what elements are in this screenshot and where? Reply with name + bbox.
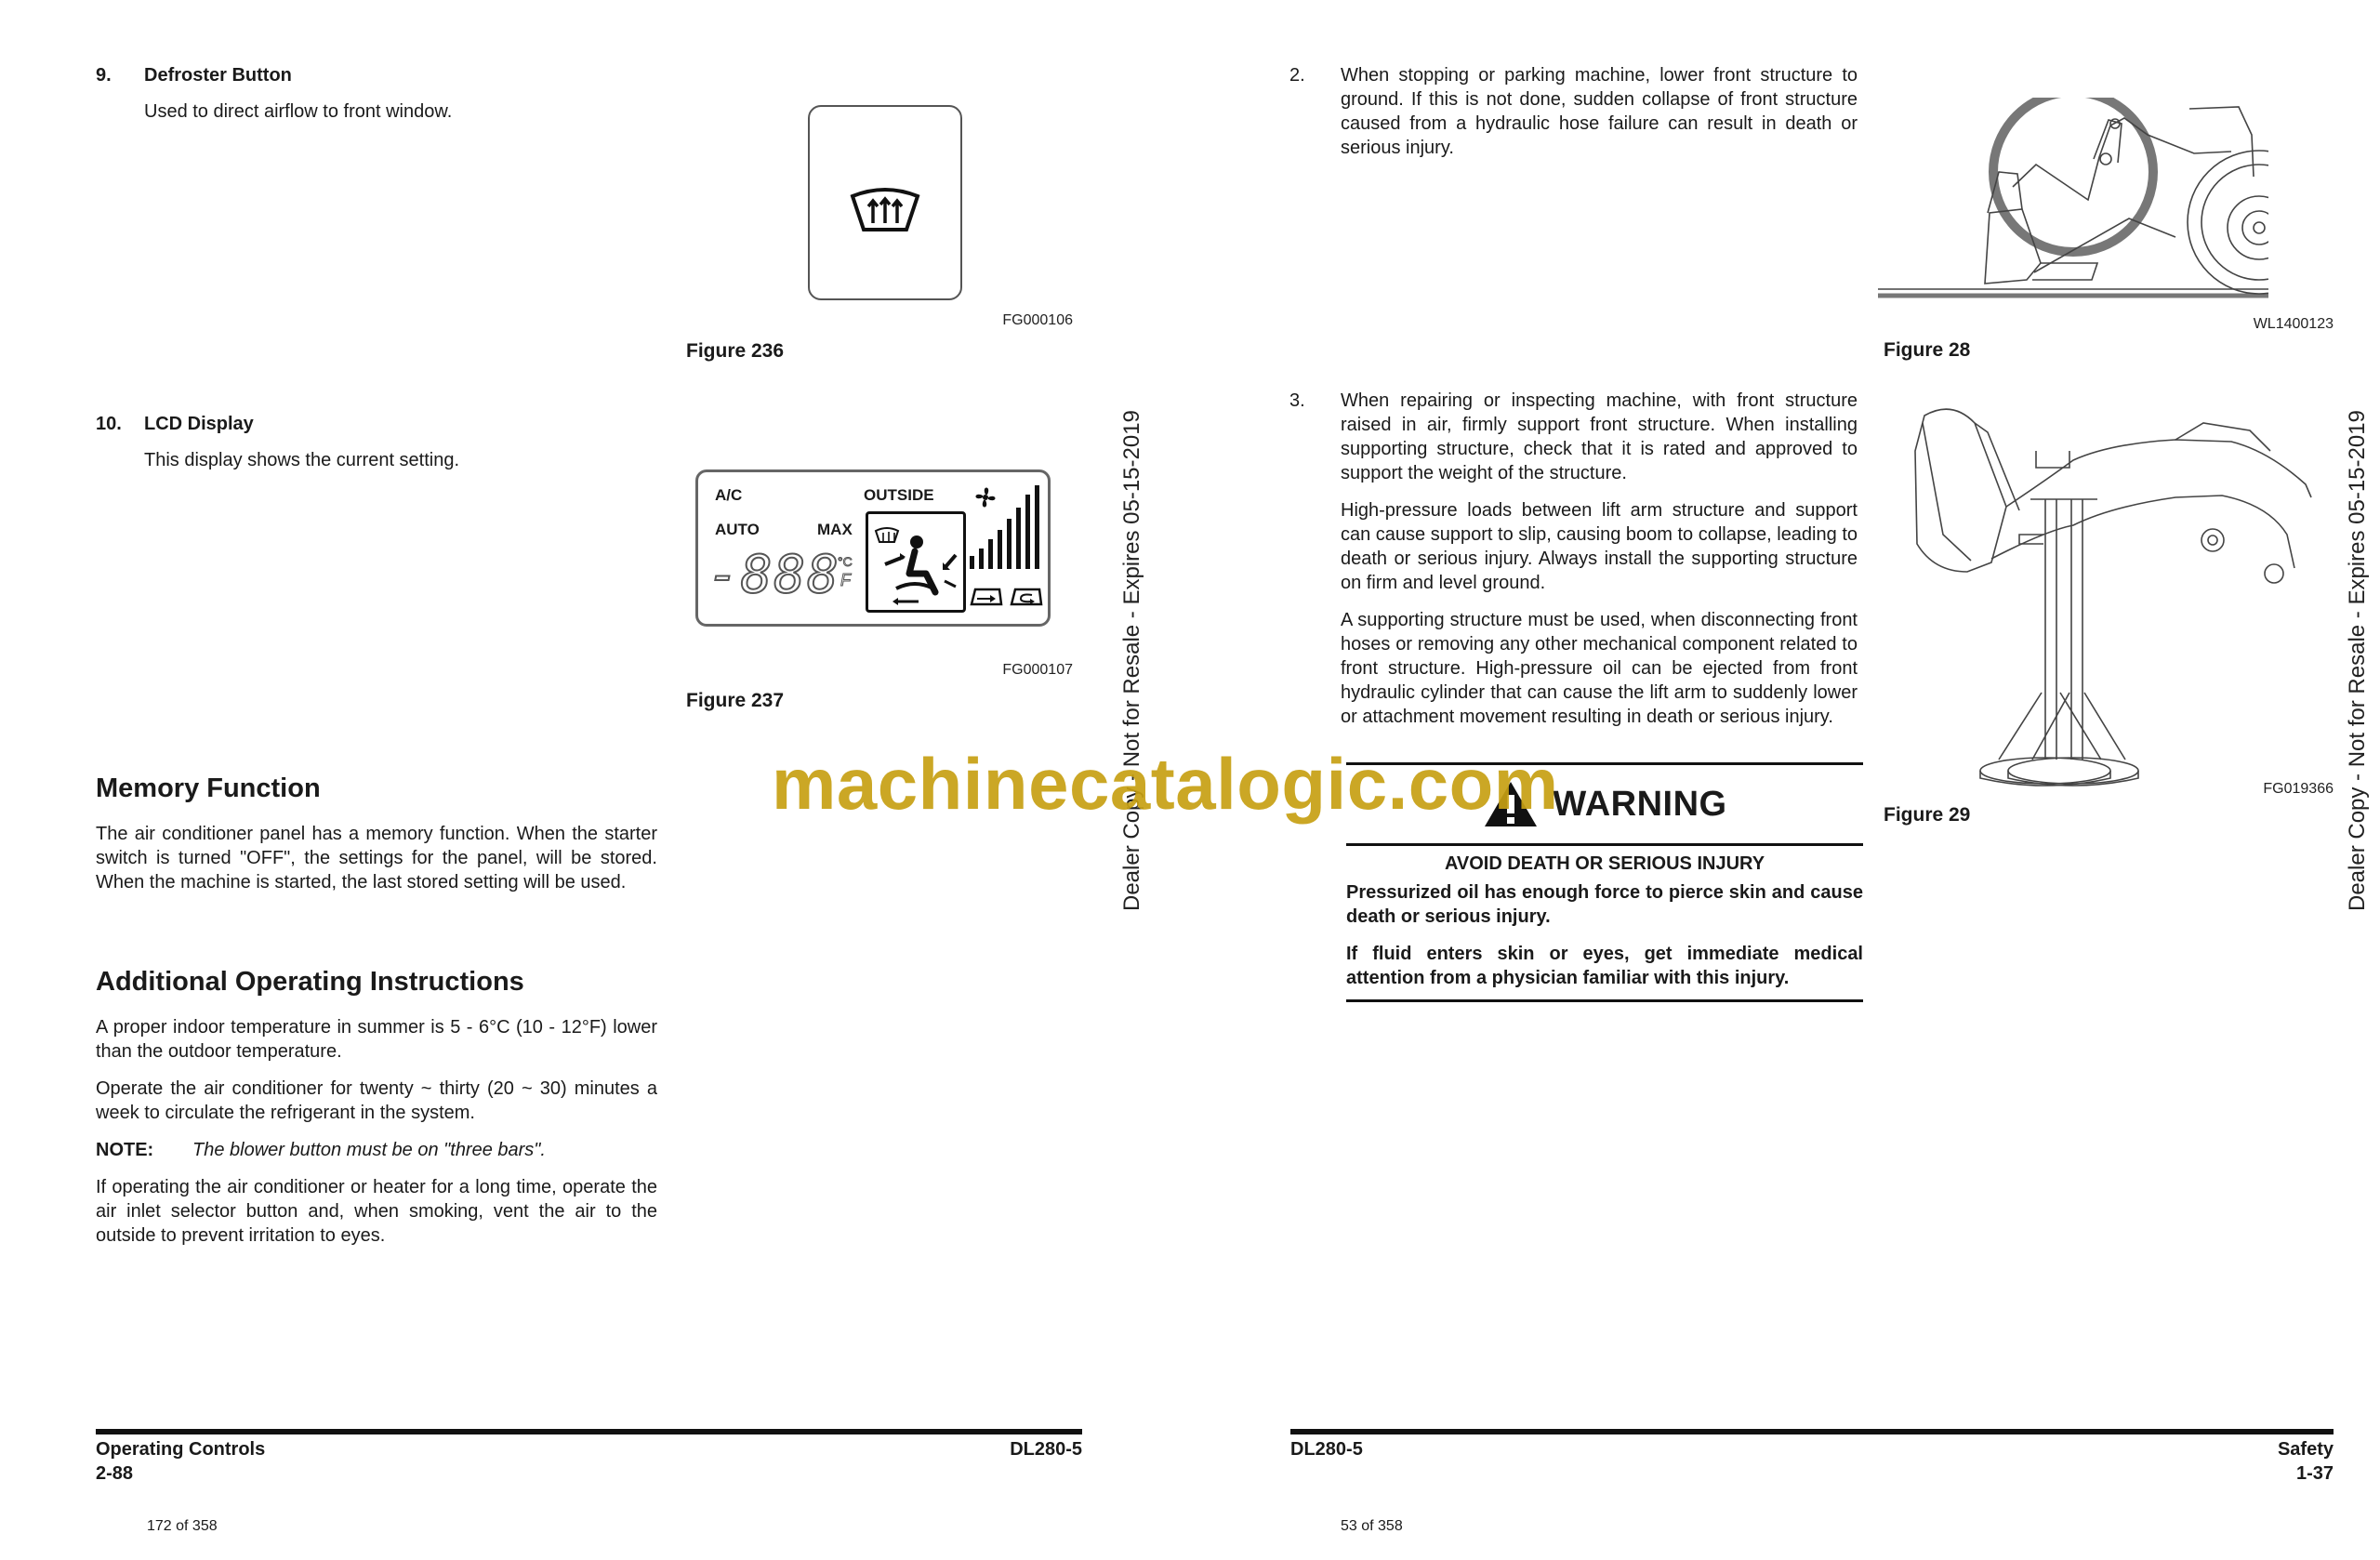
figure-236-caption: Figure 236 xyxy=(686,340,785,362)
defroster-icon xyxy=(810,107,960,298)
memory-function-text: The air conditioner panel has a memory function. When the starter switch is turned "OFF", the settings for the panel, will be stored. When the machine is started, the last stored setting will be used. xyxy=(96,824,657,892)
item-9-text: Used to direct airflow to front window. xyxy=(144,101,453,122)
supported-lift-arm-illustration xyxy=(1897,395,2334,795)
left-vertical-watermark: Dealer Copy - Not for Resale - Expires 05-15-2019 xyxy=(1119,410,1144,911)
figure-236-id: FG000106 xyxy=(1002,312,1073,328)
additional-para-3: If operating the air conditioner or heater for a long time, operate the air inlet selector button and, when smoking, vent the air to the outside to prevent irritation to eyes. xyxy=(96,1177,657,1246)
figure-28-id: WL1400123 xyxy=(2253,316,2334,332)
additional-para-1: A proper indoor temperature in summer is 5 - 6°C (10 - 12°F) lower than the outdoor temperature. xyxy=(96,1017,657,1062)
blower-level-bars-icon xyxy=(968,483,1044,576)
right-vertical-watermark: Dealer Copy - Not for Resale - Expires 05-15-2019 xyxy=(2345,410,2370,911)
fresh-air-icon xyxy=(968,584,1005,608)
site-watermark: machinecatalogic.com xyxy=(772,743,1559,825)
lcd-auto-label: AUTO xyxy=(715,521,760,538)
item-9-title: Defroster Button xyxy=(144,65,292,86)
additional-para-2: Operate the air conditioner for twenty ~ thirty (20 ~ 30) minutes a week to circulate the refrigerant in the system. xyxy=(96,1078,657,1123)
item-3-para-1: When repairing or inspecting machine, with front structure raised in air, firmly support front structure. When installing supporting structure, check that it is rated and approved to support the weight of the structure. xyxy=(1341,390,1858,483)
lcd-unit-f: F xyxy=(840,571,851,589)
item-10-heading xyxy=(96,414,254,435)
left-footer-model: DL280-5 xyxy=(1010,1439,1082,1460)
lcd-outside-label: OUTSIDE xyxy=(864,486,934,504)
note-text: The blower button must be on "three bars". xyxy=(192,1140,546,1160)
lcd-digits: -888 xyxy=(707,545,840,605)
item-9-number: 9. xyxy=(96,65,112,86)
note-label: NOTE: xyxy=(96,1140,154,1160)
right-footer-section: Safety xyxy=(2277,1439,2334,1460)
warning-para-1: Pressurized oil has enough force to pierce skin and cause death or serious injury. xyxy=(1346,882,1863,927)
left-footer-section: Operating Controls xyxy=(96,1439,266,1460)
note xyxy=(96,1138,657,1162)
item-2-number: 2. xyxy=(1289,65,1305,86)
left-page-count: 172 of 358 xyxy=(147,1518,218,1534)
lcd-ac-label: A/C xyxy=(715,486,743,504)
right-page-count: 53 of 358 xyxy=(1341,1518,1403,1534)
left-footer-rule xyxy=(96,1429,1082,1434)
item-10-text: This display shows the current setting. xyxy=(144,450,460,470)
warning-bottom-rule xyxy=(1346,999,1863,1002)
warning-subtitle: AVOID DEATH OR SERIOUS INJURY xyxy=(1444,853,1765,874)
left-footer-page: 2-88 xyxy=(96,1463,134,1484)
memory-function-heading: Memory Function xyxy=(96,773,321,803)
lcd-mode-box xyxy=(866,511,966,613)
lcd-unit-c: °C xyxy=(838,554,853,569)
additional-instructions-body xyxy=(96,1015,657,1261)
figure-29-caption: Figure 29 xyxy=(1884,804,1971,826)
figure-237-caption: Figure 237 xyxy=(686,690,785,711)
item-9-heading xyxy=(96,65,292,86)
defroster-button-figure xyxy=(808,105,962,300)
warning-para-2: If fluid enters skin or eyes, get immediate medical attention from a physician familiar with this injury. xyxy=(1346,944,1863,988)
right-footer-page: 1-37 xyxy=(2295,1463,2334,1484)
figure-237-id: FG000107 xyxy=(1002,662,1073,678)
right-footer-model: DL280-5 xyxy=(1290,1439,1363,1460)
lcd-max-label: MAX xyxy=(817,521,853,538)
item-2-text: When stopping or parking machine, lower front structure to ground. If this is not done, sudden collapse of front structure caused from a hydraulic hose failure can result in death or serious injury. xyxy=(1341,65,1858,158)
recirculate-icon xyxy=(1008,584,1045,608)
item-3-para-3: A supporting structure must be used, when disconnecting front hoses or removing any other mechanical component related to front structure. High-pressure oil can be ejected from front hydraulic cylinder that can cause the lift arm to suddenly lower or attachment movement resulting in death or serious injury. xyxy=(1341,610,1858,727)
item-3-body xyxy=(1341,389,1858,742)
lcd-display-figure xyxy=(695,469,1051,627)
right-footer-rule xyxy=(1290,1429,2334,1434)
warning-title: WARNING xyxy=(1553,784,1727,824)
item-3-number: 3. xyxy=(1289,390,1305,411)
figure-28-caption: Figure 28 xyxy=(1884,339,1971,361)
additional-instructions-heading: Additional Operating Instructions xyxy=(96,967,524,997)
item-10-title: LCD Display xyxy=(144,414,254,434)
wheel-loader-lowered-illustration xyxy=(1878,98,2268,310)
item-3-para-2: High-pressure loads between lift arm structure and support can cause support to slip, causing boom to collapse, leading to death or serious injury. Always install the supporting structure on firm and level ground. xyxy=(1341,500,1858,593)
item-10-number: 10. xyxy=(96,414,122,434)
figure-29-id: FG019366 xyxy=(2263,781,2334,797)
seat-airflow-icon xyxy=(868,514,963,610)
